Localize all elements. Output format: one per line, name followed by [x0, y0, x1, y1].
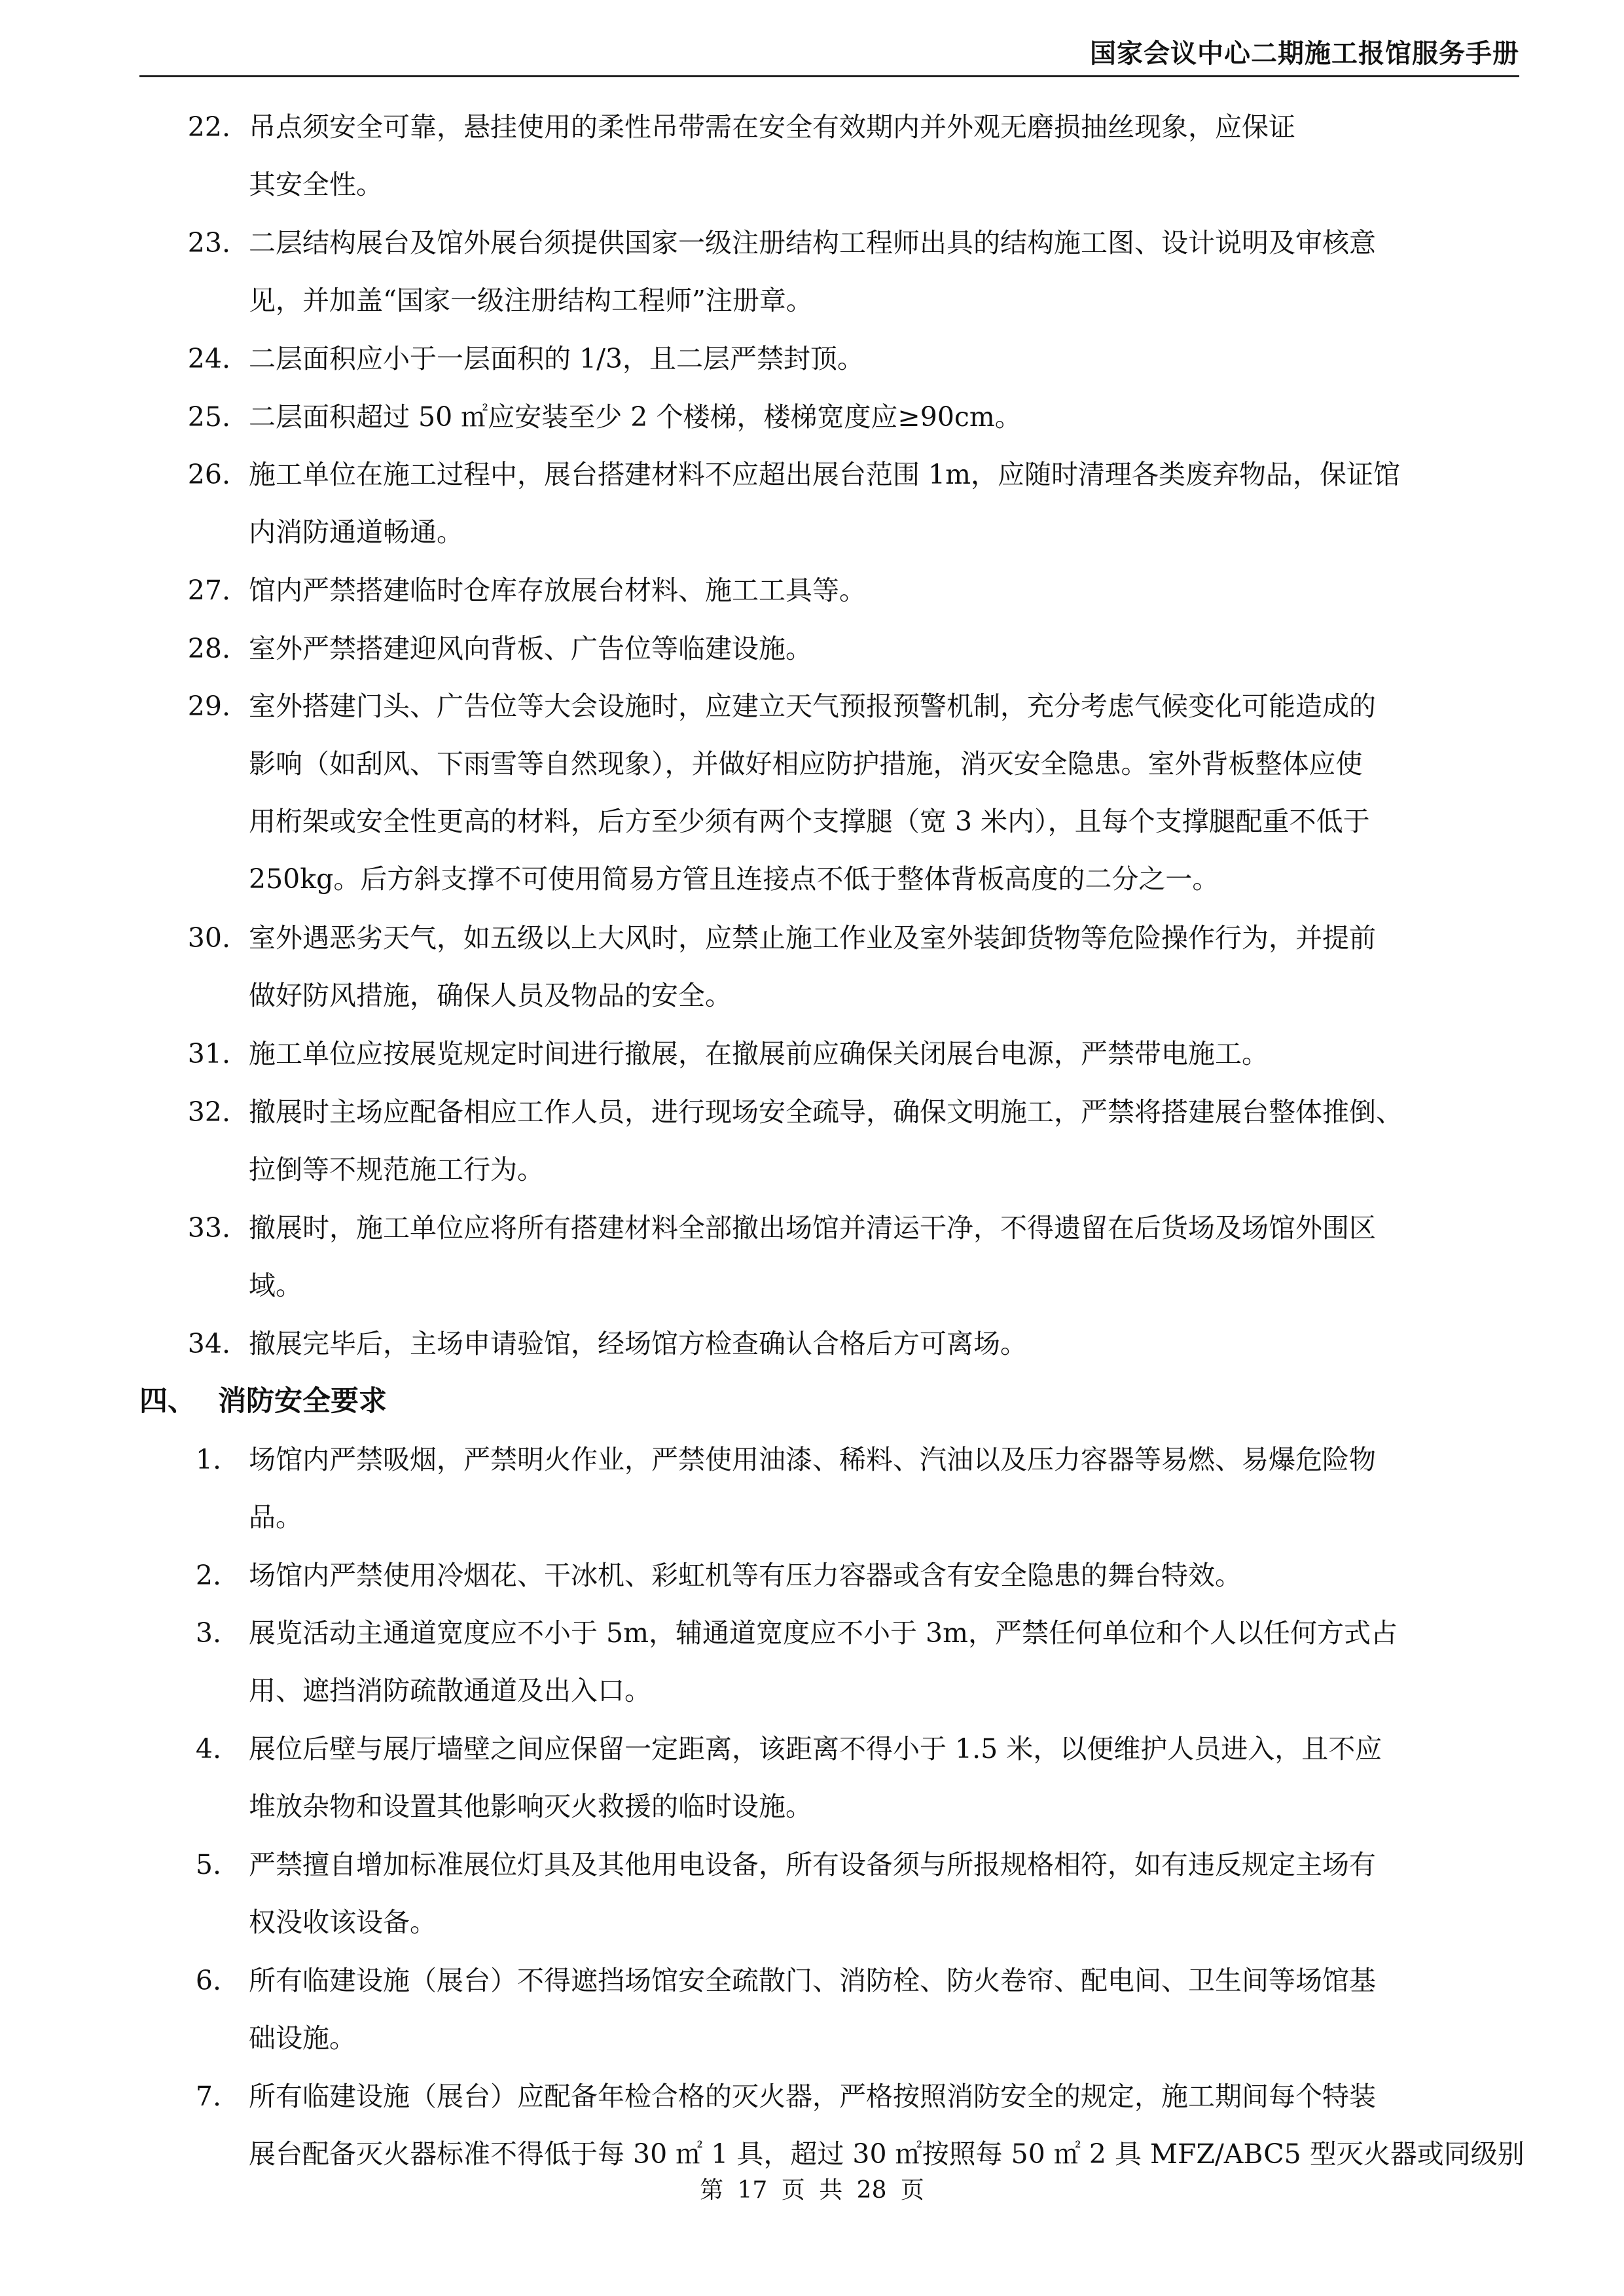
- item-text: [249, 1547, 1525, 1604]
- item-text-line: 室外严禁搭建迎风向背板、广告位等临建设施。: [249, 632, 812, 664]
- list-item: [0, 330, 1624, 388]
- list-item: [0, 2068, 1624, 2183]
- item-text: [249, 1836, 1525, 1951]
- item-text-line: 250kg。后方斜支撑不可使用简易方管且连接点不低于整体背板高度的二分之一。: [249, 863, 1219, 895]
- item-text-line: 内消防通道畅通。: [249, 516, 463, 548]
- item-number: 30.: [187, 922, 230, 954]
- list-item: [0, 1952, 1624, 2068]
- item-text: [249, 388, 1525, 446]
- list-item: [0, 677, 1624, 909]
- item-number: 1.: [195, 1443, 221, 1475]
- list-item: [0, 214, 1624, 330]
- item-number: 32.: [187, 1096, 230, 1128]
- item-text: [249, 620, 1525, 677]
- item-number: 26.: [187, 459, 230, 490]
- item-text-line: 见，并加盖“国家一级注册结构工程师”注册章。: [249, 285, 813, 316]
- item-text: [249, 446, 1525, 561]
- list-item: [0, 1315, 1624, 1373]
- item-text-line: 场馆内严禁吸烟，严禁明火作业，严禁使用油漆、稀料、汽油以及压力容器等易燃、易爆危险物: [249, 1443, 1376, 1475]
- item-number: 27.: [187, 575, 230, 606]
- item-number: 4.: [195, 1733, 221, 1765]
- section-title: 消防安全要求: [218, 1385, 387, 1418]
- list-item: [0, 1199, 1624, 1315]
- item-text-line: 撤展时主场应配备相应工作人员，进行现场安全疏导，确保文明施工，严禁将搭建展台整体推倒、: [249, 1096, 1403, 1128]
- item-number: 34.: [187, 1327, 230, 1359]
- item-text-line: 施工单位应按展览规定时间进行撤展，在撤展前应确保关闭展台电源，严禁带电施工。: [249, 1038, 1269, 1069]
- item-text: [249, 1431, 1525, 1546]
- item-text: [249, 1315, 1525, 1372]
- list-item: [0, 1083, 1624, 1199]
- item-text: [249, 1025, 1525, 1083]
- item-text-line: 二层结构展台及馆外展台须提供国家一级注册结构工程师出具的结构施工图、设计说明及审核意: [249, 227, 1376, 259]
- item-text-line: 施工单位在施工过程中，展台搭建材料不应超出展台范围 1m，应随时清理各类废弃物品，保证馆: [249, 459, 1400, 490]
- item-text-line: 展位后壁与展厅墙壁之间应保留一定距离，该距离不得小于 1.5 米，以便维护人员进入，且不应: [249, 1733, 1382, 1765]
- item-text: [249, 1720, 1525, 1835]
- item-text-line: 所有临建设施（展台）不得遮挡场馆安全疏散门、消防栓、防火卷帘、配电间、卫生间等场馆基: [249, 1965, 1376, 1996]
- list-item: [0, 388, 1624, 446]
- item-number: 6.: [195, 1965, 221, 1996]
- list-item: [0, 562, 1624, 620]
- item-text-line: 础设施。: [249, 2022, 356, 2054]
- list-item: [0, 1547, 1624, 1605]
- section-heading: [139, 1372, 387, 1430]
- list-item: [0, 446, 1624, 562]
- item-text-line: 其安全性。: [249, 169, 383, 200]
- page-header: [139, 26, 1519, 77]
- item-text-line: 展台配备灭火器标准不得低于每 30 ㎡ 1 具，超过 30 ㎡按照每 50 ㎡ 2 具 MFZ/ABC5 型灭火器或同级别: [249, 2138, 1525, 2170]
- item-text-line: 用、遮挡消防疏散通道及出入口。: [249, 1675, 651, 1706]
- item-text-line: 室外搭建门头、广告位等大会设施时，应建立天气预报预警机制，充分考虑气候变化可能造成的: [249, 691, 1376, 722]
- item-text: [249, 1199, 1525, 1314]
- list-item: [0, 1720, 1624, 1836]
- list-item: [0, 1025, 1624, 1083]
- item-text-line: 室外遇恶劣天气，如五级以上大风时，应禁止施工作业及室外装卸货物等危险操作行为，并提前: [249, 922, 1376, 954]
- item-number: 28.: [187, 632, 230, 664]
- item-text-line: 展览活动主通道宽度应不小于 5m，辅通道宽度应不小于 3m，严禁任何单位和个人以任何方式占: [249, 1617, 1398, 1649]
- page-footer: 第 17 页 共 28 页: [700, 2177, 924, 2204]
- item-text-line: 品。: [249, 1501, 302, 1533]
- item-number: 22.: [187, 111, 230, 143]
- item-number: 25.: [187, 401, 230, 433]
- item-text-line: 馆内严禁搭建临时仓库存放展台材料、施工工具等。: [249, 575, 866, 606]
- item-text: [249, 1604, 1525, 1719]
- item-text-line: 严禁擅自增加标准展位灯具及其他用电设备，所有设备须与所报规格相符，如有违反规定主场有: [249, 1849, 1376, 1880]
- item-text-line: 所有临建设施（展台）应配备年检合格的灭火器，严格按照消防安全的规定，施工期间每个特装: [249, 2081, 1376, 2112]
- item-text-line: 堆放杂物和设置其他影响灭火救援的临时设施。: [249, 1791, 812, 1822]
- list-item: [0, 1604, 1624, 1720]
- item-number: 5.: [195, 1849, 221, 1880]
- item-text: [249, 677, 1525, 908]
- item-number: 24.: [187, 343, 230, 374]
- item-number: 3.: [195, 1617, 221, 1649]
- item-text-line: 用桁架或安全性更高的材料，后方至少须有两个支撑腿（宽 3 米内），且每个支撑腿配重不低于: [249, 806, 1370, 837]
- list-item: [0, 909, 1624, 1025]
- item-text: [249, 909, 1525, 1024]
- list-item: [0, 98, 1624, 214]
- section-number: 四、: [139, 1385, 196, 1418]
- item-number: 31.: [187, 1038, 230, 1069]
- item-text-line: 吊点须安全可靠，悬挂使用的柔性吊带需在安全有效期内并外观无磨损抽丝现象，应保证: [249, 111, 1295, 143]
- list-item: [0, 1431, 1624, 1547]
- item-text-line: 拉倒等不规范施工行为。: [249, 1153, 544, 1185]
- item-text: [249, 1083, 1525, 1198]
- header-title: 国家会议中心二期施工报馆服务手册: [1090, 39, 1519, 69]
- item-text-line: 撤展完毕后，主场申请验馆，经场馆方检查确认合格后方可离场。: [249, 1327, 1027, 1359]
- item-text-line: 撤展时，施工单位应将所有搭建材料全部撤出场馆并清运干净，不得遗留在后货场及场馆外围区: [249, 1211, 1376, 1244]
- item-number: 2.: [195, 1559, 221, 1591]
- item-text: [249, 1952, 1525, 2067]
- item-text-line: 影响（如刮风、下雨雪等自然现象），并做好相应防护措施，消灭安全隐患。室外背板整体应使: [249, 748, 1363, 780]
- item-text-line: 权没收该设备。: [249, 1907, 437, 1938]
- item-text: [249, 98, 1525, 213]
- item-number: 29.: [187, 691, 230, 722]
- item-number: 7.: [195, 2081, 221, 2112]
- item-text: [249, 330, 1525, 387]
- item-text-line: 做好防风措施，确保人员及物品的安全。: [249, 980, 732, 1011]
- item-text-line: 二层面积应小于一层面积的 1/3，且二层严禁封顶。: [249, 343, 865, 374]
- item-text-line: 场馆内严禁使用冷烟花、干冰机、彩虹机等有压力容器或含有安全隐患的舞台特效。: [249, 1559, 1242, 1591]
- item-text: [249, 2068, 1525, 2183]
- list-item: [0, 620, 1624, 678]
- item-text: [249, 562, 1525, 619]
- list-item: [0, 1836, 1624, 1952]
- item-text: [249, 214, 1525, 329]
- item-text-line: 域。: [249, 1269, 302, 1301]
- item-number: 33.: [187, 1211, 230, 1244]
- item-number: 23.: [187, 227, 230, 259]
- item-text-line: 二层面积超过 50 ㎡应安装至少 2 个楼梯，楼梯宽度应≥90cm。: [249, 401, 1022, 433]
